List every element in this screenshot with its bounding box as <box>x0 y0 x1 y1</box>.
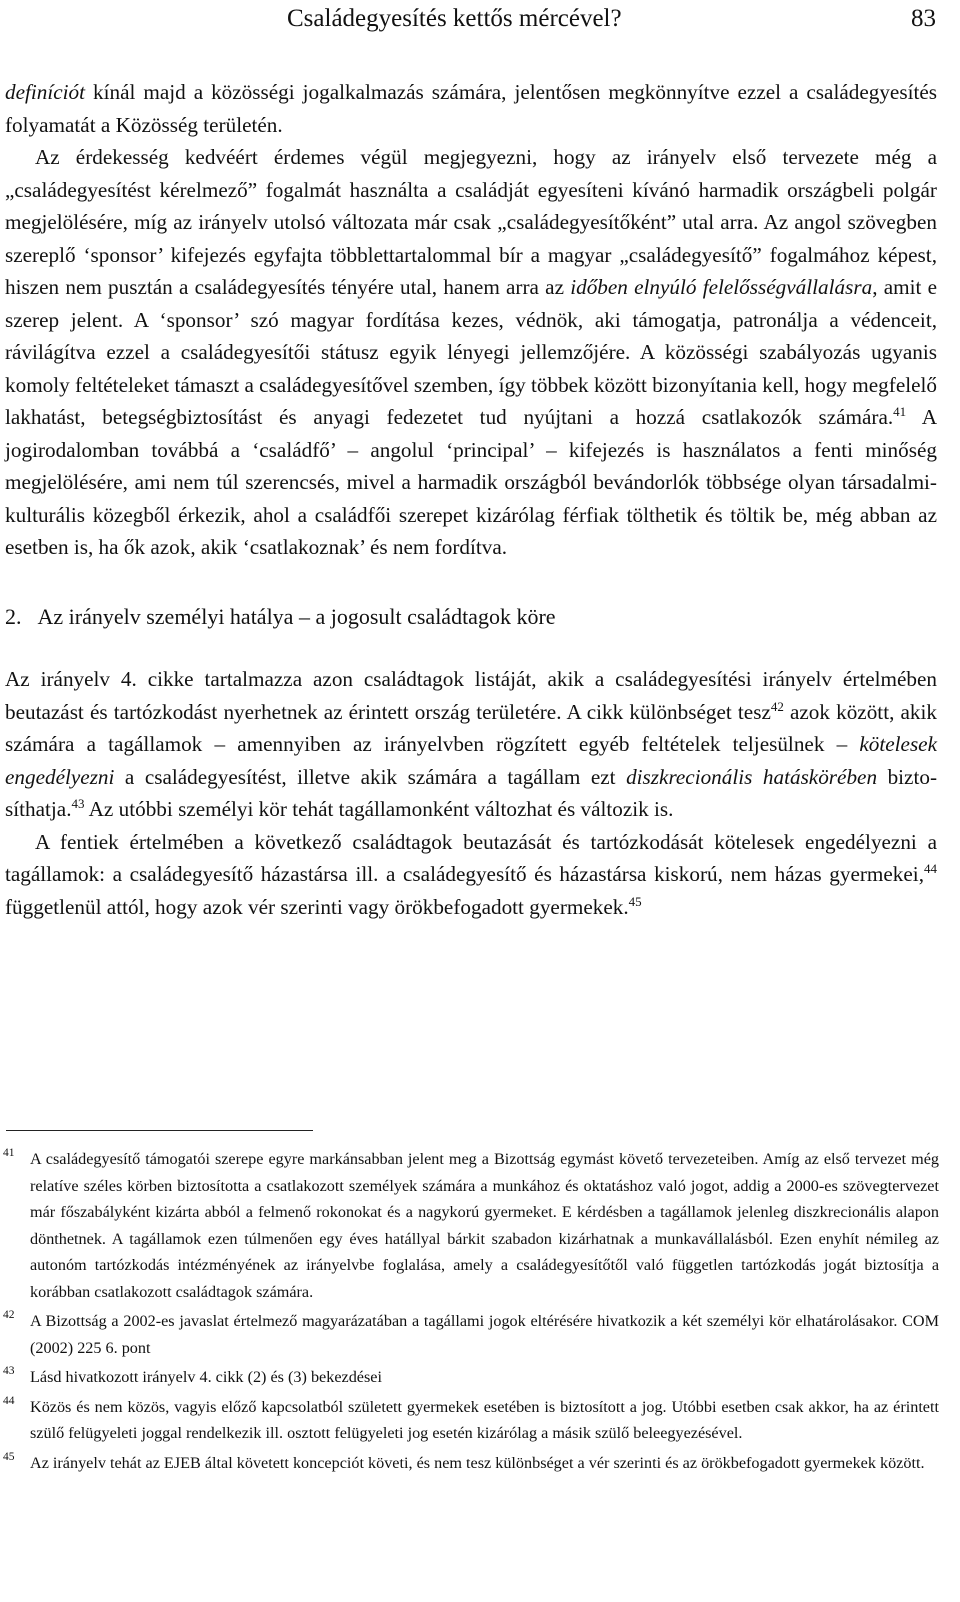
italic-term: időben elnyúló felelősségvállalásra <box>570 275 873 299</box>
italic-term: definíciót <box>5 80 86 104</box>
paragraph-text: A fentiek értelmében a következő családtagok beutazását és tartózkodását kötelesek engedélyezni a tagállamok: a családegyesítő házastársa ill. a családegyesítő és házastársa kiskorú, nem házas gyermekei, <box>5 829 937 886</box>
paragraph-text: , amit e szerep jelent. A ‘sponsor’ szó magyar fordítása kezes, védnök, aki támogatja, patronálja a védenceit, rávilágítva ezzel a családegyesítői státusz egyik lényegi jellemzőjére. A közösségi szabályozás ugyanis komoly feltételeket támaszt a családegyesítővel szemben, így többek között bizonyítania kell, hogy megfelelő lakhatást, betegségbiztosítást és anyagi fedezetet tud nyújtani a hozzá csatlakozók számára. <box>5 275 937 429</box>
footnote-text: Lásd hivatkozott irányelv 4. cikk (2) és (3) bekezdései <box>30 1368 382 1386</box>
footnote-number: 43 <box>3 1365 15 1377</box>
footnote-text: A családegyesítő támogatói szerepe egyre markánsabban jelent meg a Bizottság egymást követő tervezeteiben. Amíg az első tervezet még relatíve széles körben biztosította a csatlakozott személyek számára a munkához és oktatáshoz való jogot, addig a 2000-es szövegtervezet már főszabályként kizárta abból a felmenő rokonokat és a nagykorú gyermeket. E kérdésben a tagállamok jelenleg diszkrecionális alapon dönthetnek. A tagállamok ezen túlmenően egy éves hatállyal bárkit szabadon kizárhatnak a munkavállаlásból. Ezen enyhít némileg az autonóm tartózkodás intézményének az irányelvbe foglalása, amely a családegyesítőtől való független tartózkodás jogát biztosítja a korábban csatlakozott családtagok számára. <box>30 1150 939 1301</box>
footnote-43 <box>3 1364 939 1391</box>
footnote-ref-41[interactable]: 41 <box>893 404 907 419</box>
paragraph-text: biztosíthatja. <box>5 764 937 821</box>
paragraph-text: kínál majd a közösségi jogalkalmazás számára, jelentősen megkönnyítve ezzel a családegyesítés folyamatát a Közösség területén. <box>5 80 937 137</box>
footnote-42 <box>3 1308 939 1361</box>
page-number: 83 <box>911 5 936 32</box>
footnote-ref-44[interactable]: 44 <box>924 861 937 876</box>
footnote-separator <box>6 1130 313 1131</box>
italic-term: kötelesek engedélyezni <box>5 732 937 789</box>
paragraph-text: azok között, akik számára a tagállamok – amennyiben az irányelvben rögzített egyéb feltételek teljesülnek – <box>5 699 937 756</box>
italic-term: diszkrecionális hatáskörében <box>626 764 878 789</box>
running-header <box>0 0 960 46</box>
paragraph <box>5 826 937 924</box>
paragraph <box>5 663 937 826</box>
main-text <box>5 76 937 923</box>
section-heading <box>5 601 937 634</box>
footnote-ref-45[interactable]: 45 <box>628 893 642 909</box>
paragraph-text: Az érdekesség kedvéért érdemes végül megjegyezni, hogy az irányelv első tervezete még a „családegyesítést kérelmező” fogalmát használta a családját egyesíteni kívánó harmadik országbeli polgár megjelölésére, míg az irányelv utolsó változata már csak „családegyesítőként” utal arra. Az angol szövegben szereplő ‘sponsor’ kifejezés egyfajta többlettartalommal bír a magyar „családegyesítő” fogalmához képest, hiszen nem pusztán a családegyesítés tényére utal, hanem arra az <box>5 145 937 299</box>
footnotes <box>3 1146 939 1479</box>
paragraph-text: a családegyesítést, illetve akik számára a tagállam ezt <box>114 764 627 789</box>
footnote-text: Az irányelv tehát az EJEB által követett koncepciót követi, és nem tesz különbséget a vér szerinti és az örökbefogadott gyermekek között. <box>30 1453 925 1472</box>
section-number: 2. <box>5 603 22 629</box>
footnote-ref-42[interactable]: 42 <box>770 698 784 714</box>
footnote-text: Közös és nem közös, vagyis előző kapcsolatból született gyermekek esetében is biztosított a jog. Utóbbi esetben csak akkor, ha az érintett szülő felügyeleti joggal rendelkezik ill. osztott felügyeleti jog esetén kizárólag a másik szülő beleegyezésével. <box>30 1397 939 1442</box>
paragraph <box>5 141 937 564</box>
footnote-number: 44 <box>3 1394 15 1407</box>
running-title: Családegyesítés kettős mércével? <box>287 5 622 32</box>
section-title: Az irányelv személyi hatálya – a jogosult családtagok köre <box>37 603 556 629</box>
footnote-text: A Bizottság a 2002-es javaslat értelmező magyarázatában a tagállami jogok eltérésére hivatkozik a két személyi kör elhatárolásakor. COM (2002) 225 6. pont <box>30 1312 939 1357</box>
footnote-41 <box>3 1146 939 1305</box>
footnote-number: 41 <box>3 1147 15 1159</box>
footnote-number: 45 <box>3 1450 15 1463</box>
paragraph-text: függetlenül attól, hogy azok vér szerinti vagy örökbefogadott gyermekek. <box>5 894 629 919</box>
paragraph-continued <box>5 76 937 141</box>
paragraph-text: Az irányelv 4. cikke tartalmazza azon családtagok listáját, akik a családegyesítési irányelv értelmében beutazást és tartózkodást nyerhetnek az érintett ország területére. A cikk különbséget tesz <box>5 667 937 724</box>
footnote-number: 42 <box>3 1309 15 1321</box>
footnote-ref-43[interactable]: 43 <box>71 796 85 811</box>
footnote-44 <box>3 1394 939 1447</box>
paragraph-text: A jogirodalomban továbbá a ‘családfő’ – angolul ‘principal’ – kifejezés is használatos a fenti minőség megjelölésére, ami nem túl szerencsés, mivel a harmadik országból bevándorlók többsége olyan társadalmi-kulturális közegből érkezik, ahol a családfői szerepet kizárólag férfiak tölthetik és töltik be, még abban az esetben is, ha ők azok, akik ‘csatlakoznak’ és nem fordítva. <box>5 405 937 559</box>
footnote-45 <box>3 1450 939 1477</box>
paragraph-text: Az utóbbi személyi kör tehát tagállamonként változhat és változik is. <box>84 797 674 821</box>
